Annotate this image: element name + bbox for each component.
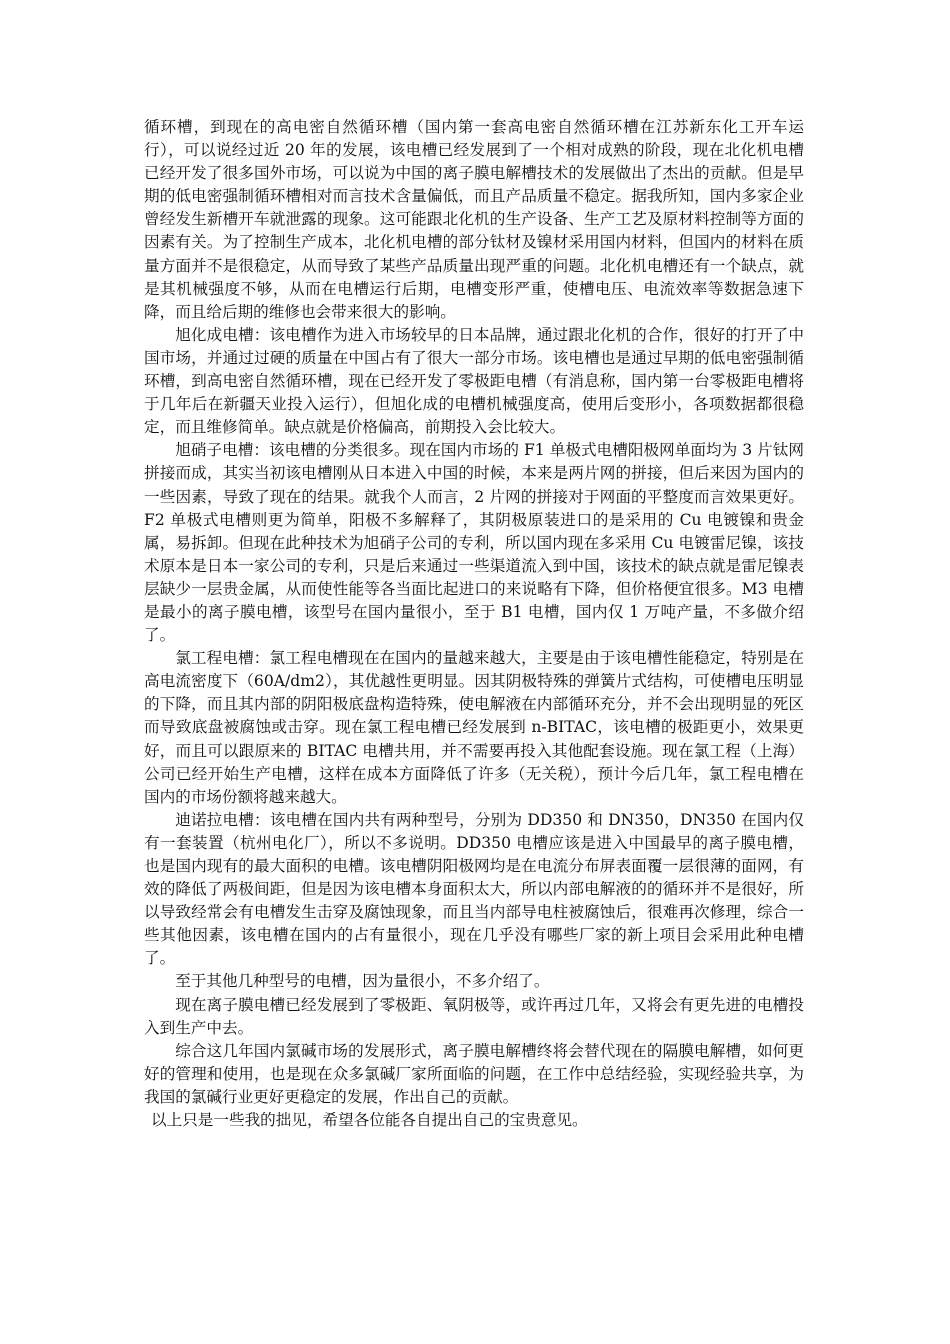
paragraph-summary: 综合这几年国内氯碱市场的发展形式，离子膜电解槽终将会替代现在的隔膜电解槽，如何更好的管理和使用，也是现在众多氯碱厂家所面临的问题，在工作中总结经验，实现经验共享，为我国的氯碱行业更好更稳定的发展，作出自己的贡献。 [144,1041,804,1106]
paragraph-de-nora: 迪诺拉电槽：该电槽在国内共有两种型号，分别为 DD350 和 DN350，DN350 在国内仅有一套装置（杭州电化厂），所以不多说明。DD350 电槽应该是进入中国最早的离子膜电槽，也是国内现有的最大面积的电槽。该电槽阴阳极网均是在电流分布屏表面覆一层很薄的面网，有效的降低了两极间距，但是因为该电槽本身面积太大，所以内部电解液的的循环并不是很好，所以导致经常会有电槽发生击穿及腐蚀现象，而且当内部导电柱被腐蚀后，很难再次修理，综合一些其他因素，该电槽在国内的占有量很小，现在几乎没有哪些厂家的新上项目会采用此种电槽了。 [144,810,804,968]
document-body [144,116,804,1132]
paragraph-beihuaji-continued: 循环槽，到现在的高电密自然循环槽（国内第一套高电密自然循环槽在江苏新东化工开车运行），可以说经过近 20 年的发展，该电槽已经发展到了一个相对成熟的阶段，现在北化机电槽已经开发了很多国外市场，可以说为中国的离子膜电解槽技术的发展做出了杰出的贡献。但是早期的低电密强制循环槽相对而言技术含量偏低，而且产品质量不稳定。据我所知，国内多家企业曾经发生新槽开车就泄露的现象。这可能跟北化机的生产设备、生产工艺及原材料控制等方面的因素有关。为了控制生产成本，北化机电槽的部分钛材及镍材采用国内材料，但国内的材料在质量方面并不是很稳定，从而导致了某些产品质量出现严重的问题。北化机电槽还有一个缺点，就是其机械强度不够，从而在电槽运行后期，电槽变形严重，使槽电压、电流效率等数据急速下降，而且给后期的维修也会带来很大的影响。 [144,118,804,321]
paragraph-chlorine-engineers: 氯工程电槽：氯工程电槽现在在国内的量越来越大，主要是由于该电槽性能稳定，特别是在高电流密度下（60A/dm2），其优越性更明显。因其阴极特殊的弹簧片式结构，可使槽电压明显的下降，而且其内部的阴阳极底盘构造特殊，使电解液在内部循环充分，并不会出现明显的死区而导致底盘被腐蚀或击穿。现在氯工程电槽已经发展到 n-BITAC，该电槽的极距更小，效果更好，而且可以跟原来的 BITAC 电槽共用，并不需要再投入其他配套设施。现在氯工程（上海）公司已经开始生产电槽，这样在成本方面降低了许多（无关税），预计今后几年，氯工程电槽在国内的市场份额将越来越大。 [144,649,804,806]
paragraph-other-models: 至于其他几种型号的电槽，因为量很小，不多介绍了。 [175,972,550,991]
paragraph-asahi-kasei: 旭化成电槽：该电槽作为进入市场较早的日本品牌，通过跟北化机的合作，很好的打开了中国市场，并通过过硬的质量在中国占有了很大一部分市场。该电槽也是通过早期的低电密强制循环槽，到高电密自然循环槽，现在已经开发了零极距电槽（有消息称，国内第一台零极距电槽将于几年后在新疆天业投入运行），但旭化成的电槽机械强度高，使用后变形小，各项数据都很稳定，而且维修简单。缺点就是价格偏高，前期投入会比较大。 [144,325,804,437]
paragraph-asahi-glass: 旭硝子电槽：该电槽的分类很多。现在国内市场的 F1 单极式电槽阳极网单面均为 3 片钛网拼接而成，其实当初该电槽刚从日本进入中国的时候，本来是两片网的拼接，但后来因为国内的一些因素，导致了现在的结果。就我个人而言，2 片网的拼接对于网面的平整度而言效果更好。F2 单极式电槽则更为简单，阳极不多解释了，其阴极原装进口的是采用的 Cu 电镀镍和贵金属，易拆卸。但现在此种技术为旭硝子公司的专利，所以国内现在多采用 Cu 电镀雷尼镍，该技术原本是日本一家公司的专利，只是后来通过一些渠道流入到中国，该技术的缺点就是雷尼镍表层缺少一层贵金属，从而使性能等各当面比起进口的来说略有下降，但价格便宜很多。M3 电槽是最小的离子膜电槽，该型号在国内量很小，至于 B1 电槽，国内仅 1 万吨产量，不多做介绍了。 [144,441,804,645]
paragraph-future-development: 现在离子膜电槽已经发展到了零极距、氧阴极等，或许再过几年，又将会有更先进的电槽投入到生产中去。 [144,995,804,1037]
paragraph-closing-remark: 以上只是一些我的拙见，希望各位能各自提出自己的宝贵意见。 [151,1111,588,1130]
